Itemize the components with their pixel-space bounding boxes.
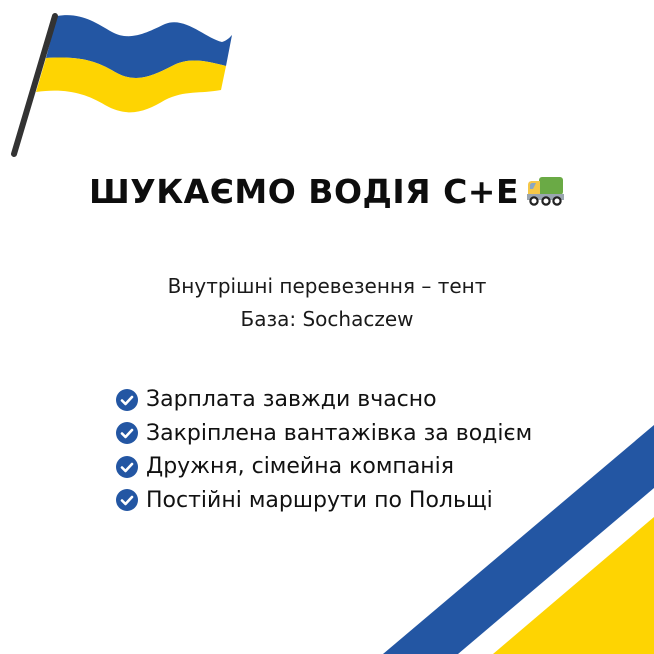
feature-text: Постійні маршрути по Польщі [146, 487, 493, 513]
subtitle-line-2: База: Sochaczew [240, 307, 414, 331]
headline [0, 172, 654, 211]
feature-text: Закріплена вантажівка за водієм [146, 420, 533, 446]
feature-item [116, 383, 532, 417]
truck-icon [525, 175, 565, 207]
feature-item [116, 417, 532, 451]
ukraine-flag-icon [0, 0, 250, 170]
check-circle-icon [116, 389, 138, 411]
check-circle-icon [116, 456, 138, 478]
feature-item [116, 484, 532, 518]
feature-list [116, 383, 532, 517]
check-circle-icon [116, 422, 138, 444]
feature-text: Зарплата завжди вчасно [146, 387, 437, 413]
check-circle-icon [116, 489, 138, 511]
subtitle-line-1: Внутрішні перевезення – тент [167, 274, 487, 298]
feature-item [116, 450, 532, 484]
headline-text: ШУКАЄМО ВОДІЯ C+E [88, 172, 519, 211]
feature-text: Дружня, сімейна компанія [146, 454, 455, 480]
